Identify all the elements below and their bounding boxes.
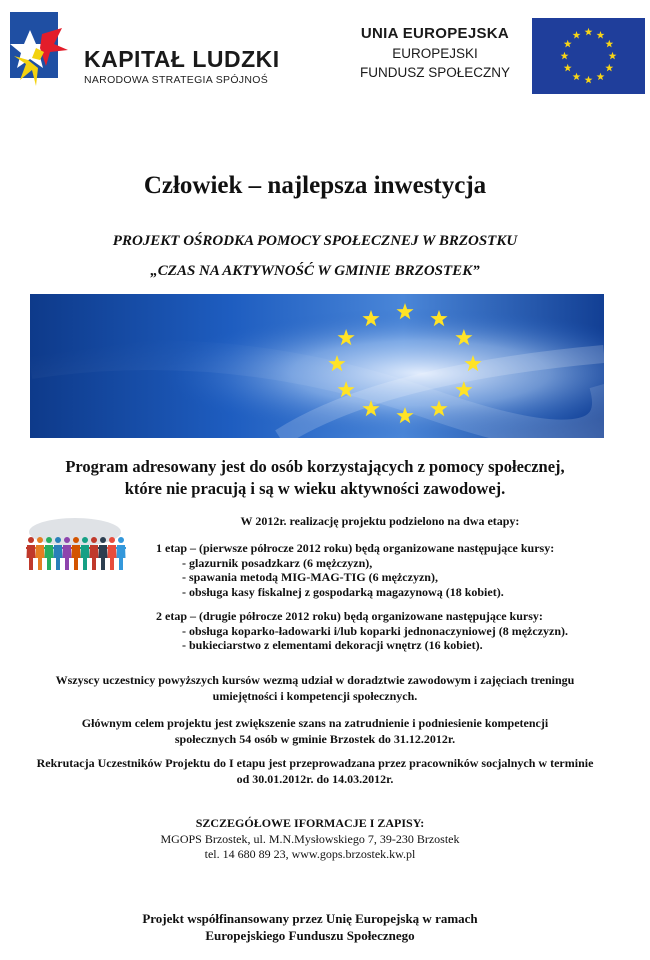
flag-star bbox=[564, 64, 572, 72]
person-figure bbox=[26, 537, 36, 570]
list-item: - obsługa koparko-ładowarki i/lub koparki jednonaczyniowej (8 mężczyzn). bbox=[182, 623, 569, 638]
list-item: - obsługa kasy fiskalnej z gospodarką magazynową (18 kobiet). bbox=[182, 584, 504, 599]
paragraph-training bbox=[0, 673, 630, 704]
kapital-ludzki-star-icon bbox=[6, 8, 76, 90]
intro-line-1: Program adresowany jest do osób korzystających z pomocy społecznej, bbox=[65, 457, 565, 476]
stages-heading: W 2012r. realizację projektu podzielono na dwa etapy: bbox=[240, 514, 520, 528]
paragraph-line: Głównym celem projektu jest zwiększenie szans na zatrudnienie i podniesienie kompetencji bbox=[81, 716, 549, 730]
project-subtitle: PROJEKT OŚRODKA POMOCY SPOŁECZNEJ W BRZOSTKU bbox=[112, 233, 518, 249]
footer-line-1: Projekt współfinansowany przez Unię Europejską w ramach bbox=[142, 911, 478, 926]
flag-star bbox=[585, 76, 593, 84]
stage-2-heading: 2 etap – (drugie półrocze 2012 roku) będą organizowane następujące kursy: bbox=[156, 609, 543, 623]
intro-text bbox=[0, 456, 630, 500]
eu-stars-banner-image bbox=[30, 294, 604, 438]
eu-flag-icon bbox=[532, 18, 645, 94]
person-figure bbox=[107, 537, 117, 570]
paragraph-goal bbox=[0, 716, 630, 747]
flag-star bbox=[597, 31, 605, 39]
paragraph-line: umiejętności i kompetencji społecznych. bbox=[212, 688, 418, 703]
list-item: - spawania metodą MIG-MAG-TIG (6 mężczyzn), bbox=[182, 570, 438, 584]
flag-star bbox=[597, 73, 605, 81]
eu-logo bbox=[350, 18, 645, 98]
document-title: Człowiek – najlepsza inwestycja bbox=[143, 172, 487, 199]
paragraph-line: społecznych 54 osób w gminie Brzostek do 31.12.2012r. bbox=[174, 731, 456, 746]
contact-block bbox=[0, 816, 620, 863]
flag-star bbox=[561, 52, 569, 60]
eu-logo-line2: EUROPEJSKI bbox=[392, 46, 478, 61]
footer-line-2: Europejskiego Funduszu Społecznego bbox=[205, 928, 415, 943]
project-name: „CZAS NA AKTYWNOŚĆ W GMINIE BRZOSTEK” bbox=[150, 263, 480, 279]
paragraph-line: od 30.01.2012r. do 14.03.2012r. bbox=[236, 771, 394, 786]
contact-address: MGOPS Brzostek, ul. M.N.Mysłowskiego 7, 39-230 Brzostek bbox=[160, 831, 460, 846]
flag-star bbox=[585, 28, 593, 36]
kapital-ludzki-subtitle: NARODOWA STRATEGIA SPÓJNOŚ bbox=[84, 74, 268, 86]
paragraph-line: Wszyscy uczestnicy powyższych kursów wezmą udział w doradztwie zawodowym i zajęciach treningu bbox=[55, 673, 575, 687]
stage-2 bbox=[156, 609, 626, 653]
stage-1-heading: 1 etap – (pierwsze półrocze 2012 roku) będą organizowane następujące kursy: bbox=[156, 541, 555, 555]
footer-cofinancing bbox=[0, 910, 620, 944]
flag-star bbox=[564, 40, 572, 48]
intro-line-2: które nie pracują i są w wieku aktywności zawodowej. bbox=[124, 479, 506, 498]
contact-heading: SZCZEGÓŁOWE IFORMACJE I ZAPISY: bbox=[195, 816, 425, 830]
person-figure bbox=[116, 537, 126, 570]
kapital-ludzki-title: KAPITAŁ LUDZKI bbox=[84, 46, 280, 72]
list-item: - bukieciarstwo z elementami dekoracji wnętrz (16 kobiet). bbox=[182, 638, 483, 652]
flag-star bbox=[609, 52, 617, 60]
flag-star bbox=[573, 31, 581, 39]
flag-star bbox=[605, 64, 613, 72]
eu-logo-line3: FUNDUSZ SPOŁECZNY bbox=[359, 65, 511, 80]
paragraph-recruitment bbox=[0, 756, 630, 787]
eu-logo-line1: UNIA EUROPEJSKA bbox=[360, 25, 510, 42]
paragraph-line: Rekrutacja Uczestników Projektu do I etapu jest przeprowadzana przez pracowników socjalnych w terminie bbox=[36, 756, 594, 770]
eu-logo-text bbox=[350, 24, 520, 82]
kapital-ludzki-logo bbox=[6, 8, 296, 90]
list-item: - glazurnik posadzkarz (6 mężczyzn), bbox=[182, 555, 373, 570]
flag-star bbox=[573, 73, 581, 81]
contact-phone-web: tel. 14 680 89 23, www.gops.brzostek.kw.pl bbox=[204, 847, 416, 861]
flag-star bbox=[605, 40, 613, 48]
stage-1 bbox=[156, 541, 626, 599]
